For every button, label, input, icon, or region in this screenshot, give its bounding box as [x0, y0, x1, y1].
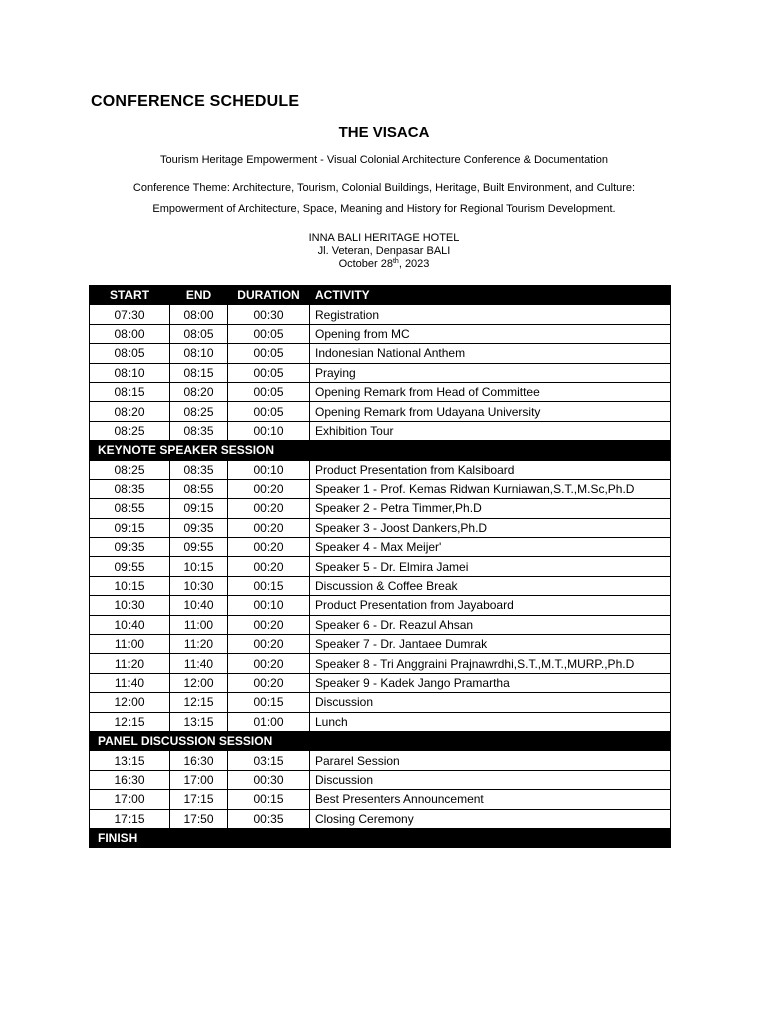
start-time-cell: 12:15	[90, 712, 170, 731]
venue-name: INNA BALI HERITAGE HOTEL	[308, 232, 460, 244]
table-row	[90, 576, 671, 595]
table-row	[90, 557, 671, 576]
duration-cell: 00:20	[228, 635, 310, 654]
start-time-cell: 17:00	[90, 790, 170, 809]
table-row	[90, 751, 671, 770]
end-time-cell: 08:35	[170, 460, 228, 479]
activity-cell: Praying	[310, 363, 671, 382]
section-finish-filler	[310, 828, 671, 847]
activity-cell: Speaker 1 - Prof. Kemas Ridwan Kurniawan,S.T.,M.Sc,Ph.D	[310, 479, 671, 498]
end-time-cell: 17:50	[170, 809, 228, 828]
start-time-cell: 08:20	[90, 402, 170, 421]
duration-cell: 00:20	[228, 654, 310, 673]
table-row	[90, 382, 671, 401]
start-time-cell: 12:00	[90, 693, 170, 712]
duration-cell: 00:20	[228, 518, 310, 537]
duration-cell: 00:15	[228, 576, 310, 595]
end-time-cell: 10:30	[170, 576, 228, 595]
duration-cell: 00:35	[228, 809, 310, 828]
duration-cell: 00:10	[228, 460, 310, 479]
table-row	[90, 790, 671, 809]
theme-line-1: Conference Theme: Architecture, Tourism, Colonial Buildings, Heritage, Built Environment, and Culture:	[132, 182, 636, 194]
start-time-cell: 09:15	[90, 518, 170, 537]
duration-cell: 00:05	[228, 344, 310, 363]
table-row	[90, 421, 671, 440]
duration-cell: 00:30	[228, 770, 310, 789]
column-header-activity: ACTIVITY	[310, 286, 671, 305]
table-row	[90, 635, 671, 654]
start-time-cell: 08:35	[90, 479, 170, 498]
start-time-cell: 08:10	[90, 363, 170, 382]
table-row	[90, 344, 671, 363]
duration-cell: 03:15	[228, 751, 310, 770]
duration-cell: 00:15	[228, 790, 310, 809]
activity-cell: Discussion	[310, 693, 671, 712]
end-time-cell: 13:15	[170, 712, 228, 731]
end-time-cell: 08:25	[170, 402, 228, 421]
start-time-cell: 11:20	[90, 654, 170, 673]
duration-cell: 00:20	[228, 538, 310, 557]
activity-cell: Opening Remark from Udayana University	[310, 402, 671, 421]
duration-cell: 00:10	[228, 421, 310, 440]
table-row	[90, 499, 671, 518]
activity-cell: Registration	[310, 305, 671, 324]
activity-cell: Speaker 6 - Dr. Reazul Ahsan	[310, 615, 671, 634]
section-finish-label: FINISH	[90, 828, 310, 847]
table-row	[90, 538, 671, 557]
table-row	[90, 518, 671, 537]
table-row	[90, 305, 671, 324]
start-time-cell: 10:30	[90, 596, 170, 615]
section-panel-filler	[310, 731, 671, 750]
end-time-cell: 11:40	[170, 654, 228, 673]
end-time-cell: 08:05	[170, 324, 228, 343]
activity-cell: Discussion	[310, 770, 671, 789]
start-time-cell: 17:15	[90, 809, 170, 828]
end-time-cell: 11:20	[170, 635, 228, 654]
activity-cell: Discussion & Coffee Break	[310, 576, 671, 595]
end-time-cell: 10:15	[170, 557, 228, 576]
table-row	[90, 693, 671, 712]
start-time-cell: 08:00	[90, 324, 170, 343]
activity-cell: Product Presentation from Jayaboard	[310, 596, 671, 615]
start-time-cell: 11:00	[90, 635, 170, 654]
start-time-cell: 10:15	[90, 576, 170, 595]
start-time-cell: 08:55	[90, 499, 170, 518]
start-time-cell: 10:40	[90, 615, 170, 634]
duration-cell: 00:10	[228, 596, 310, 615]
column-header-duration: DURATION	[228, 286, 310, 305]
activity-cell: Speaker 3 - Joost Dankers,Ph.D	[310, 518, 671, 537]
activity-cell: Product Presentation from Kalsiboard	[310, 460, 671, 479]
activity-cell: Speaker 4 - Max Meijer'	[310, 538, 671, 557]
duration-cell: 00:20	[228, 673, 310, 692]
date-suffix: th	[392, 258, 399, 265]
conference-title: THE VISACA	[338, 124, 430, 141]
end-time-cell: 08:10	[170, 344, 228, 363]
activity-cell: Indonesian National Anthem	[310, 344, 671, 363]
end-time-cell: 08:20	[170, 382, 228, 401]
start-time-cell: 09:55	[90, 557, 170, 576]
duration-cell: 00:20	[228, 557, 310, 576]
activity-cell: Pararel Session	[310, 751, 671, 770]
page-heading: CONFERENCE SCHEDULE	[91, 93, 300, 110]
end-time-cell: 10:40	[170, 596, 228, 615]
date-month: October 28	[338, 258, 393, 270]
table-row	[90, 809, 671, 828]
column-header-end: END	[170, 286, 228, 305]
start-time-cell: 08:05	[90, 344, 170, 363]
activity-cell: Closing Ceremony	[310, 809, 671, 828]
start-time-cell: 08:25	[90, 460, 170, 479]
table-row	[90, 479, 671, 498]
activity-cell: Speaker 9 - Kadek Jango Pramartha	[310, 673, 671, 692]
venue-block	[0, 232, 768, 271]
activity-cell: Opening Remark from Head of Committee	[310, 382, 671, 401]
activity-cell: Best Presenters Announcement	[310, 790, 671, 809]
duration-cell: 00:05	[228, 363, 310, 382]
duration-cell: 00:30	[228, 305, 310, 324]
table-row	[90, 615, 671, 634]
table-row	[90, 596, 671, 615]
end-time-cell: 12:15	[170, 693, 228, 712]
end-time-cell: 08:00	[170, 305, 228, 324]
start-time-cell: 08:15	[90, 382, 170, 401]
end-time-cell: 17:00	[170, 770, 228, 789]
section-finish	[90, 828, 671, 847]
duration-cell: 00:20	[228, 499, 310, 518]
table-row	[90, 324, 671, 343]
end-time-cell: 17:15	[170, 790, 228, 809]
duration-cell: 00:20	[228, 479, 310, 498]
header-row	[90, 286, 671, 305]
duration-cell: 00:15	[228, 693, 310, 712]
table-row	[90, 460, 671, 479]
section-panel-label: PANEL DISCUSSION SESSION	[90, 731, 310, 750]
end-time-cell: 08:35	[170, 421, 228, 440]
activity-cell: Speaker 7 - Dr. Jantaee Dumrak	[310, 635, 671, 654]
schedule-table	[89, 285, 671, 848]
end-time-cell: 09:15	[170, 499, 228, 518]
section-keynote-filler	[310, 441, 671, 460]
duration-cell: 00:05	[228, 324, 310, 343]
column-header-start: START	[90, 286, 170, 305]
venue-address: Jl. Veteran, Denpasar BALI	[317, 245, 451, 257]
date-year: , 2023	[398, 258, 430, 270]
schedule-body	[90, 305, 671, 848]
table-row	[90, 402, 671, 421]
end-time-cell: 09:35	[170, 518, 228, 537]
duration-cell: 00:20	[228, 615, 310, 634]
start-time-cell: 07:30	[90, 305, 170, 324]
activity-cell: Opening from MC	[310, 324, 671, 343]
section-panel	[90, 731, 671, 750]
activity-cell: Speaker 5 - Dr. Elmira Jamei	[310, 557, 671, 576]
start-time-cell: 16:30	[90, 770, 170, 789]
schedule-header	[90, 286, 671, 305]
table-row	[90, 673, 671, 692]
table-row	[90, 770, 671, 789]
start-time-cell: 13:15	[90, 751, 170, 770]
end-time-cell: 12:00	[170, 673, 228, 692]
section-keynote	[90, 441, 671, 460]
start-time-cell: 08:25	[90, 421, 170, 440]
event-date	[0, 258, 768, 271]
activity-cell: Speaker 2 - Petra Timmer,Ph.D	[310, 499, 671, 518]
end-time-cell: 11:00	[170, 615, 228, 634]
start-time-cell: 09:35	[90, 538, 170, 557]
section-keynote-label: KEYNOTE SPEAKER SESSION	[90, 441, 310, 460]
activity-cell: Speaker 8 - Tri Anggraini Prajnawrdhi,S.T.,M.T.,MURP.,Ph.D	[310, 654, 671, 673]
end-time-cell: 09:55	[170, 538, 228, 557]
end-time-cell: 08:15	[170, 363, 228, 382]
start-time-cell: 11:40	[90, 673, 170, 692]
end-time-cell: 08:55	[170, 479, 228, 498]
activity-cell: Lunch	[310, 712, 671, 731]
conference-subtitle: Tourism Heritage Empowerment - Visual Colonial Architecture Conference & Documentation	[160, 154, 608, 166]
table-row	[90, 712, 671, 731]
table-row	[90, 363, 671, 382]
table-row	[90, 654, 671, 673]
end-time-cell: 16:30	[170, 751, 228, 770]
duration-cell: 00:05	[228, 382, 310, 401]
duration-cell: 00:05	[228, 402, 310, 421]
duration-cell: 01:00	[228, 712, 310, 731]
activity-cell: Exhibition Tour	[310, 421, 671, 440]
theme-line-2: Empowerment of Architecture, Space, Meaning and History for Regional Tourism Development.	[152, 203, 616, 215]
